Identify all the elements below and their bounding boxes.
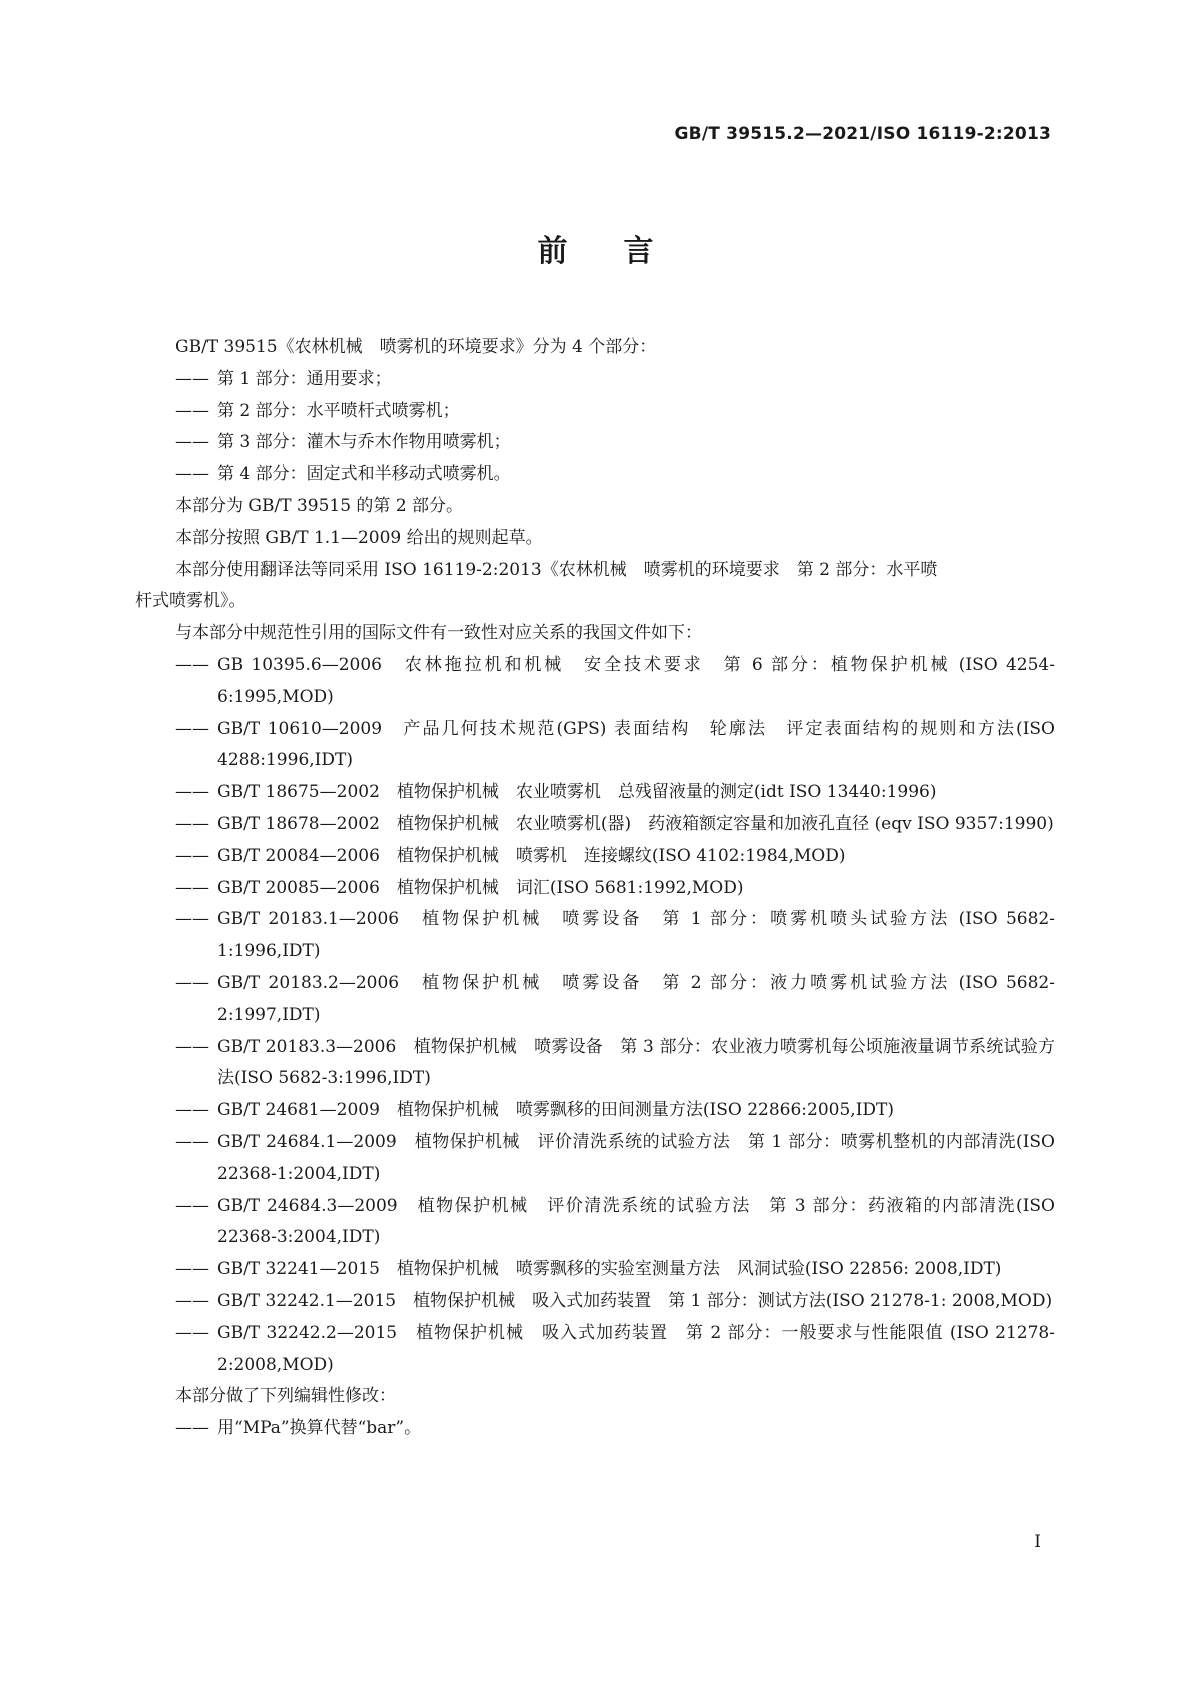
reference-item-text: GB/T 32242.1—2015 植物保护机械 吸入式加药装置 第 1 部分：测试方法(ISO 21278-1: 2008,MOD)	[217, 1290, 1053, 1311]
reference-item-text: GB/T 24684.3—2009 植物保护机械 评价清洗系统的试验方法 第 3 部分：药液箱的内部清洗(ISO 22368-3:2004,IDT)	[217, 1195, 1055, 1248]
list-dash: ——	[175, 1259, 209, 1280]
list-dash: ——	[175, 400, 209, 421]
reference-item	[175, 841, 1055, 873]
list-dash: ——	[175, 432, 209, 453]
reference-item-text: GB/T 20085—2006 植物保护机械 词汇(ISO 5681:1992,MOD)	[217, 877, 744, 898]
reference-item	[175, 1318, 1055, 1382]
statement-translation-line2: 杆式喷雾机》。	[135, 591, 246, 612]
standard-code-header: GB/T 39515.2—2021/ISO 16119-2:2013	[674, 124, 1051, 144]
list-dash: ——	[175, 1131, 209, 1152]
reference-item	[175, 1191, 1055, 1255]
part-item	[175, 459, 1055, 491]
reference-item-text: GB/T 24681—2009 植物保护机械 喷雾飘移的田间测量方法(ISO 22866:2005,IDT)	[217, 1100, 895, 1121]
reference-item	[175, 714, 1055, 778]
reference-item-text: GB/T 18678—2002 植物保护机械 农业喷雾机(器) 药液箱额定容量和加液孔直径 (eqv ISO 9357:1990)	[217, 813, 1054, 834]
list-dash: ——	[175, 1322, 209, 1343]
reference-item-text: GB/T 20183.3—2006 植物保护机械 喷雾设备 第 3 部分：农业液力喷雾机每公顷施液量调节系统试验方法(ISO 5682-3:1996,IDT)	[217, 1036, 1055, 1089]
reference-item	[175, 1095, 1055, 1127]
list-dash: ——	[175, 1418, 209, 1439]
references-list	[175, 650, 1055, 1381]
list-dash: ——	[175, 909, 209, 930]
reference-item	[175, 777, 1055, 809]
list-dash: ——	[175, 845, 209, 866]
part-item	[175, 364, 1055, 396]
reference-item	[175, 1127, 1055, 1191]
part-item	[175, 396, 1055, 428]
list-dash: ——	[175, 1036, 209, 1057]
statement-drafting-rules: 本部分按照 GB/T 1.1—2009 给出的规则起草。	[175, 527, 543, 548]
document-body	[135, 332, 1055, 1445]
reference-item-text: GB/T 24684.1—2009 植物保护机械 评价清洗系统的试验方法 第 1 部分：喷雾机整机的内部清洗(ISO 22368-1:2004,IDT)	[217, 1131, 1055, 1184]
list-dash: ——	[175, 972, 209, 993]
parts-list	[175, 364, 1055, 491]
reference-item	[175, 1032, 1055, 1096]
list-dash: ——	[175, 654, 209, 675]
list-dash: ——	[175, 813, 209, 834]
reference-item	[175, 809, 1055, 841]
reference-item	[175, 1254, 1055, 1286]
part-item	[175, 427, 1055, 459]
list-dash: ——	[175, 718, 209, 739]
reference-item	[175, 968, 1055, 1032]
reference-item	[175, 873, 1055, 905]
part-item-text: 第 1 部分：通用要求；	[217, 368, 392, 389]
reference-item	[175, 650, 1055, 714]
reference-item-text: GB/T 18675—2002 植物保护机械 农业喷雾机 总残留液量的测定(idt ISO 13440:1996)	[217, 782, 937, 803]
statement-translation-line1: 本部分使用翻译法等同采用 ISO 16119-2:2013《农林机械 喷雾机的环境要求 第 2 部分：水平喷	[175, 559, 938, 580]
part-item-text: 第 4 部分：固定式和半移动式喷雾机。	[217, 464, 511, 485]
reference-item-text: GB/T 20183.1—2006 植物保护机械 喷雾设备 第 1 部分：喷雾机喷头试验方法 (ISO 5682-1:1996,IDT)	[217, 909, 1055, 962]
list-dash: ——	[175, 782, 209, 803]
statement-correspondence: 与本部分中规范性引用的国际文件有一致性对应关系的我国文件如下：	[175, 623, 702, 644]
reference-item	[175, 904, 1055, 968]
reference-item	[175, 1286, 1055, 1318]
edit-item-text: 用“MPa”换算代替“bar”。	[217, 1418, 422, 1439]
list-dash: ——	[175, 1100, 209, 1121]
intro-paragraph: GB/T 39515《农林机械 喷雾机的环境要求》分为 4 个部分：	[175, 337, 657, 357]
edits-intro: 本部分做了下列编辑性修改：	[175, 1386, 396, 1407]
reference-item-text: GB 10395.6—2006 农林拖拉机和机械 安全技术要求 第 6 部分：植物保护机械 (ISO 4254-6:1995,MOD)	[217, 654, 1055, 707]
list-dash: ——	[175, 1290, 209, 1311]
page-title: 前言	[537, 234, 710, 269]
statement-part-number: 本部分为 GB/T 39515 的第 2 部分。	[175, 495, 464, 516]
reference-item-text: GB/T 32242.2—2015 植物保护机械 吸入式加药装置 第 2 部分：一般要求与性能限值 (ISO 21278-2:2008,MOD)	[217, 1322, 1055, 1375]
part-item-text: 第 3 部分：灌木与乔木作物用喷雾机；	[217, 432, 511, 453]
page-number: I	[1034, 1532, 1041, 1552]
reference-item-text: GB/T 32241—2015 植物保护机械 喷雾飘移的实验室测量方法 风洞试验(ISO 22856: 2008,IDT)	[217, 1259, 1002, 1280]
part-item-text: 第 2 部分：水平喷杆式喷雾机；	[217, 400, 460, 421]
reference-item-text: GB/T 10610—2009 产品几何技术规范(GPS) 表面结构 轮廓法 评定表面结构的规则和方法(ISO 4288:1996,IDT)	[217, 718, 1055, 771]
list-dash: ——	[175, 368, 209, 389]
list-dash: ——	[175, 1195, 209, 1216]
edits-list	[175, 1413, 1055, 1445]
reference-item-text: GB/T 20084—2006 植物保护机械 喷雾机 连接螺纹(ISO 4102:1984,MOD)	[217, 845, 846, 866]
edit-item	[175, 1413, 1055, 1445]
reference-item-text: GB/T 20183.2—2006 植物保护机械 喷雾设备 第 2 部分：液力喷雾机试验方法 (ISO 5682-2:1997,IDT)	[217, 972, 1055, 1025]
list-dash: ——	[175, 464, 209, 485]
list-dash: ——	[175, 877, 209, 898]
